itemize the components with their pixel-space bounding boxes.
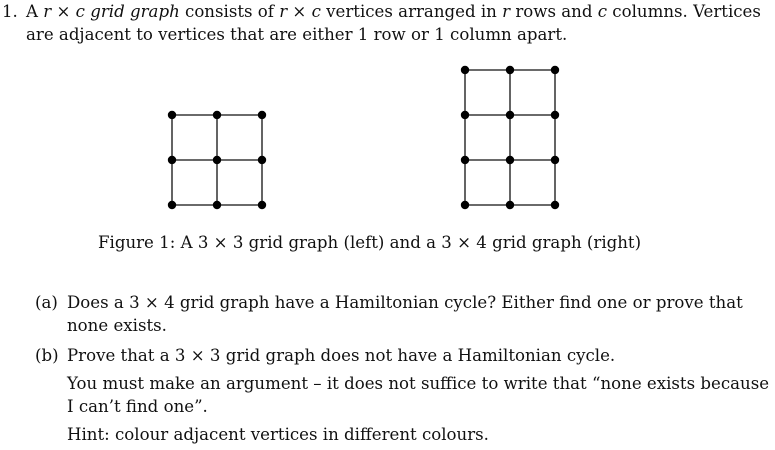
grid-vertex <box>506 111 514 119</box>
grid-vertex <box>461 66 469 74</box>
grid-vertex <box>551 201 559 209</box>
grid-vertex <box>506 156 514 164</box>
grid-vertex <box>213 111 221 119</box>
grid-vertex <box>551 156 559 164</box>
grid-vertex <box>506 66 514 74</box>
figure-caption: Figure 1: A 3 × 3 grid graph (left) and a 3 × 4 grid graph (right) <box>98 233 642 252</box>
grid-vertex <box>506 201 514 209</box>
part-b-hint: Hint: colour adjacent vertices in different colours. <box>67 425 489 444</box>
grid-vertex <box>258 111 266 119</box>
problem-intro-line-2: are adjacent to vertices that are either 1 row or 1 column apart. <box>26 25 568 44</box>
grid-vertex <box>258 201 266 209</box>
grid-vertex <box>551 111 559 119</box>
part-a-line-2: none exists. <box>67 316 167 335</box>
grid-vertex <box>461 156 469 164</box>
grid-graph-3x3 <box>168 111 266 209</box>
grid-graph-3x4 <box>461 66 559 209</box>
part-b-line-2: You must make an argument – it does not suffice to write that “none exists because <box>67 374 770 393</box>
grid-vertex <box>168 156 176 164</box>
grid-vertex <box>213 156 221 164</box>
grid-vertex <box>551 66 559 74</box>
part-b-line-1: Prove that a 3 × 3 grid graph does not have a Hamiltonian cycle. <box>67 346 616 365</box>
grid-vertex <box>258 156 266 164</box>
problem-number: 1. <box>2 2 18 21</box>
part-b-line-3: I can’t find one”. <box>67 397 208 416</box>
grid-vertex <box>168 201 176 209</box>
part-a-line-1: Does a 3 × 4 grid graph have a Hamiltonian cycle? Either find one or prove that <box>67 293 743 312</box>
grid-vertex <box>168 111 176 119</box>
grid-vertex <box>461 111 469 119</box>
problem-intro-line-1: A r × c grid graph consists of r × c vertices arranged in r rows and c columns. Vertices <box>26 2 761 21</box>
part-b-label: (b) <box>35 346 59 365</box>
part-a-label: (a) <box>35 293 58 312</box>
grid-vertex <box>213 201 221 209</box>
grid-vertex <box>461 201 469 209</box>
